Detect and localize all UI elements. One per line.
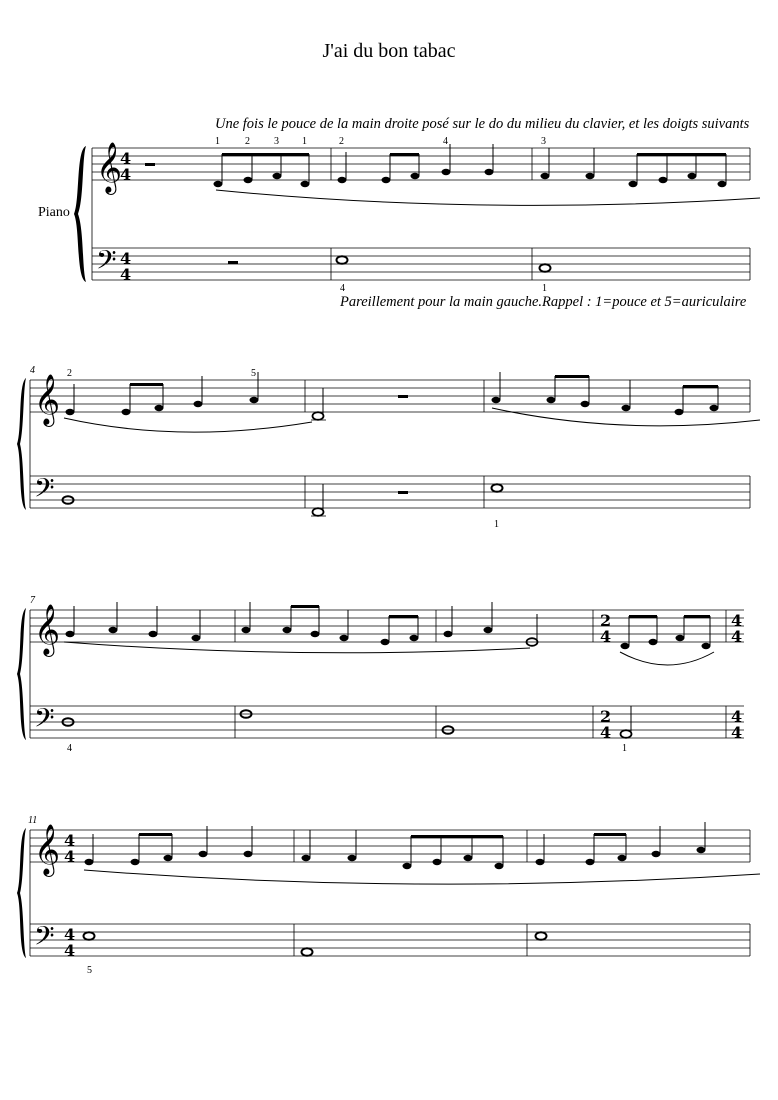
half-rest <box>145 163 155 166</box>
fingering: 1 <box>494 519 499 530</box>
slur <box>216 190 760 205</box>
fingering: 4 <box>340 283 345 294</box>
time-sig-top: 2 <box>600 707 612 726</box>
notes-treble-m6 <box>492 397 719 415</box>
time-sig-bottom: 4 <box>64 941 76 960</box>
fingering: 1 <box>215 136 220 147</box>
brace-icon <box>17 828 26 958</box>
whole-note <box>540 264 551 272</box>
whole-note <box>337 256 348 264</box>
whole-note <box>84 932 95 940</box>
half-rest <box>398 395 408 398</box>
time-sig-bottom: 4 <box>600 723 612 742</box>
half-rest <box>228 261 238 264</box>
fingering: 3 <box>274 136 279 147</box>
half-note <box>313 412 324 420</box>
time-sig-top: 4 <box>731 707 743 726</box>
instrument-label: Piano <box>38 205 70 220</box>
whole-note <box>302 948 313 956</box>
fingering: 4 <box>67 743 72 754</box>
treble-clef-icon: 𝄞 <box>96 142 123 193</box>
fingering: 2 <box>339 136 344 147</box>
measure-number: 11 <box>28 815 38 826</box>
fingering: 5 <box>251 368 256 379</box>
measure-number: 7 <box>30 595 35 606</box>
brace-icon <box>17 378 26 510</box>
half-note <box>313 508 324 516</box>
measure-number: 4 <box>30 365 35 376</box>
system-2 <box>0 360 778 540</box>
fingering: 1 <box>302 136 307 147</box>
time-sig-top: 4 <box>120 249 132 268</box>
notes-treble-m13 <box>536 847 706 865</box>
fingering: 5 <box>87 965 92 976</box>
fingering: 3 <box>541 136 546 147</box>
treble-clef-icon: 𝄞 <box>34 604 61 655</box>
bass-clef-icon: 𝄢 <box>96 244 117 282</box>
brace-icon <box>17 608 26 740</box>
time-sig-top: 4 <box>731 611 743 630</box>
bass-clef-icon: 𝄢 <box>34 702 55 740</box>
fingering: 4 <box>443 136 448 147</box>
time-sig-bottom: 4 <box>120 165 132 184</box>
half-note <box>621 730 632 738</box>
notes-treble-m2 <box>338 169 494 183</box>
system-3 <box>0 590 778 770</box>
notes-treble-m11 <box>85 851 253 865</box>
whole-note <box>536 932 547 940</box>
system-4 <box>0 810 778 990</box>
page-title: J'ai du bon tabac <box>322 40 456 62</box>
system-1 <box>0 120 778 320</box>
time-sig-bottom: 4 <box>731 723 743 742</box>
notes-treble-m8 <box>242 627 419 645</box>
whole-note <box>492 484 503 492</box>
time-sig-bottom: 4 <box>64 847 76 866</box>
time-sig-bottom: 4 <box>600 627 612 646</box>
time-sig-bottom: 4 <box>120 265 132 284</box>
time-sig-bottom: 4 <box>731 627 743 646</box>
instruction-left-hand: Pareillement pour la main gauche.Rappel : 1=pouce et 5=auriculaire <box>340 294 747 310</box>
time-sig-top: 4 <box>64 831 76 850</box>
time-sig-top: 4 <box>120 149 132 168</box>
fingering: 2 <box>245 136 250 147</box>
time-sig-top: 4 <box>64 925 76 944</box>
bass-clef-icon: 𝄢 <box>34 920 55 958</box>
treble-clef-icon: 𝄞 <box>34 824 61 875</box>
bass-clef-icon: 𝄢 <box>34 472 55 510</box>
treble-clef-icon: 𝄞 <box>34 374 61 425</box>
notes-treble-m4 <box>66 397 259 415</box>
time-sig-top: 2 <box>600 611 612 630</box>
instruction-right-hand: Une fois le pouce de la main droite posé sur le do du milieu du clavier, et les doigts suivants <box>215 116 750 132</box>
half-rest <box>398 491 408 494</box>
fingering: 1 <box>622 743 627 754</box>
notes-treble-m9 <box>444 627 493 637</box>
fingering: 1 <box>542 283 547 294</box>
brace-icon <box>74 146 86 282</box>
fingering: 2 <box>67 368 72 379</box>
